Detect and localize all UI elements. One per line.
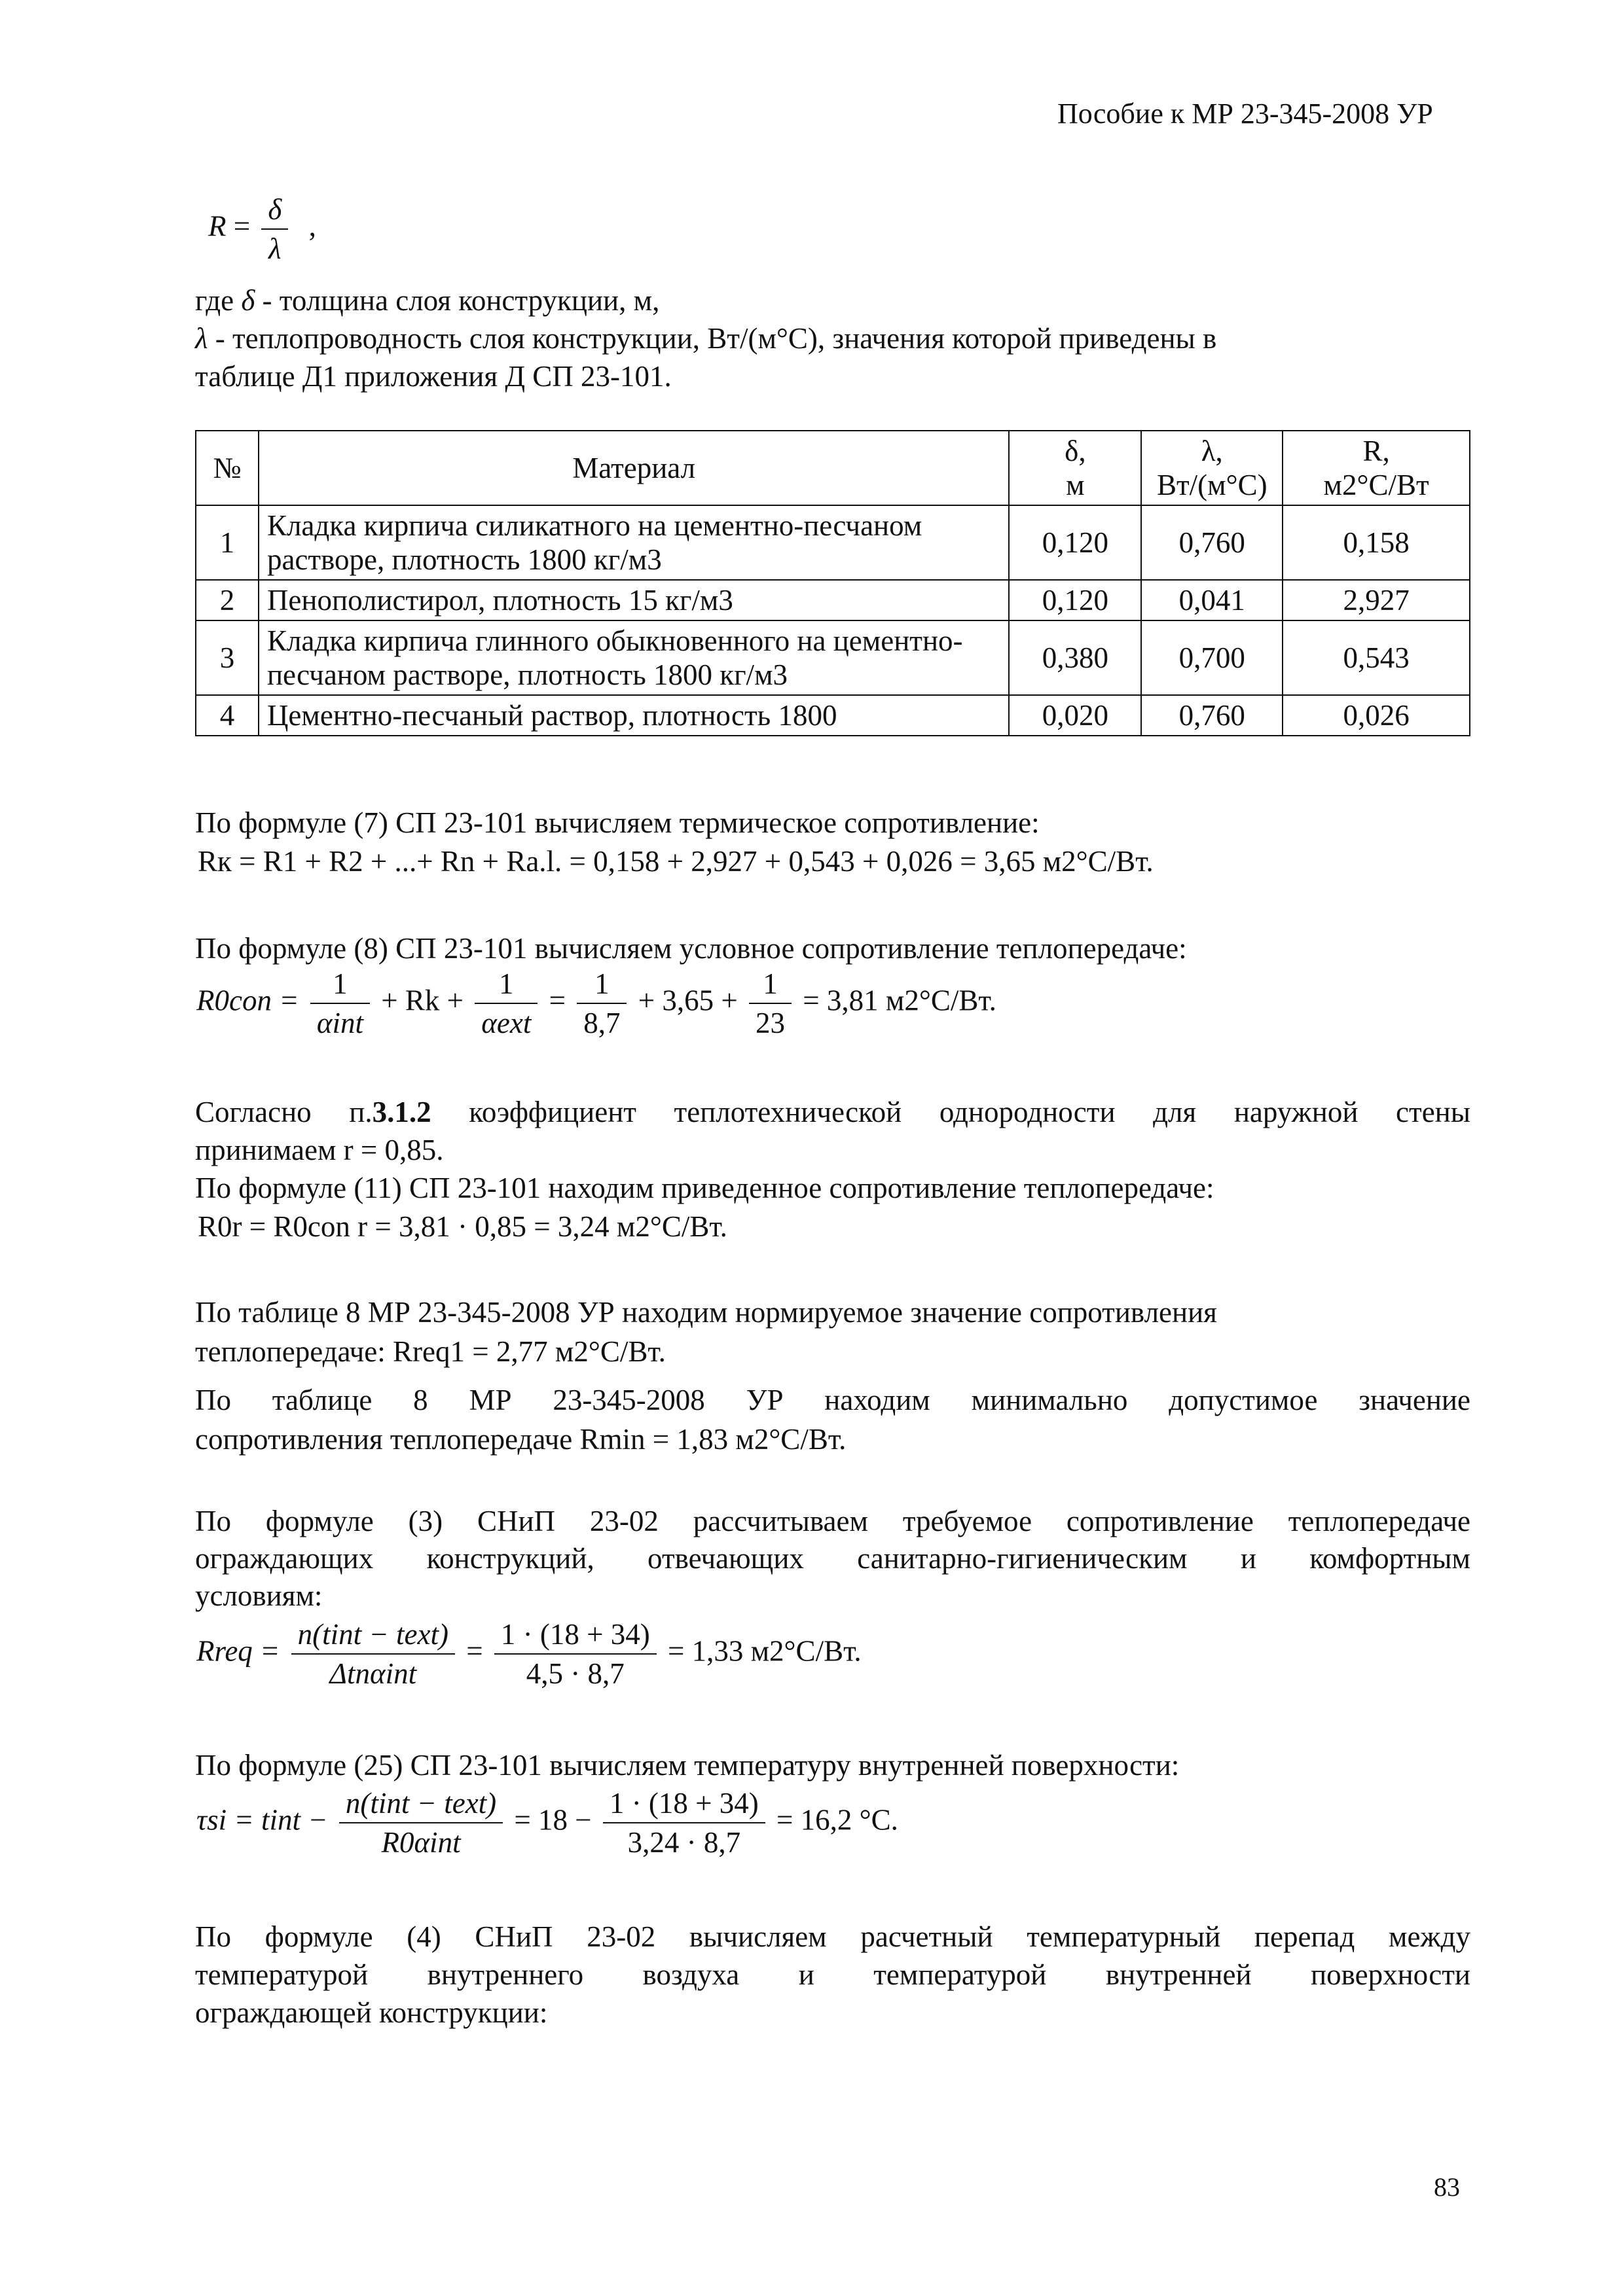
- cell-r: 0,026: [1283, 695, 1470, 736]
- p5-line-2: ограждающих конструкций, отвечающих санитарно-гигиеническим и комфортным: [195, 1542, 1470, 1575]
- p5-frac2: $\frac{1 \cdot (18 + 34)}{4,5 \cdot 8,7}$: [494, 1618, 657, 1690]
- table-header-row: [196, 431, 1470, 505]
- p6-frac1: $\frac{\text{n(tint − text)}}{\text{R0αint}}$: [339, 1787, 503, 1859]
- p2-formula: [196, 967, 996, 1039]
- formula-r-denominator: λ: [268, 232, 282, 265]
- p5-line-1: По формуле (3) СНиП 23-02 рассчитываем требуемое сопротивление теплопередаче: [195, 1505, 1470, 1537]
- p6-text: По формуле (25) СП 23-101 вычисляем температуру внутренней поверхности:: [195, 1749, 1180, 1782]
- p5-eq: =: [466, 1634, 483, 1668]
- p6-formula: [196, 1787, 898, 1859]
- p2-lhs: R0con =: [196, 984, 299, 1017]
- lambda-symbol: λ: [195, 322, 208, 355]
- materials-table: [195, 430, 1470, 736]
- p7-line-1: По формуле (4) СНиП 23-02 вычисляем расчетный температурный перепад между: [195, 1920, 1470, 1953]
- cell-lambda: 0,760: [1141, 505, 1283, 580]
- cell-material: Кладка кирпича глинного обыкновенного на цементно-песчаном растворе, плотность 1800 кг/м3: [259, 620, 1010, 695]
- formula-r-lhs: R: [208, 209, 227, 243]
- page-number: 83: [1434, 2172, 1460, 2202]
- p4-line-4: сопротивления теплопередаче Rmin = 1,83 м2°С/Вт.: [195, 1423, 847, 1456]
- cell-r: 0,543: [1283, 620, 1470, 695]
- p2-result: = 3,81 м2°С/Вт.: [803, 984, 996, 1017]
- p5-lhs: Rreq =: [196, 1634, 280, 1668]
- p4-line-3: По таблице 8 МР 23-345-2008 УР находим минимально допустимое значение: [195, 1384, 1470, 1416]
- header-lambda: λ, Вт/(м°С): [1141, 431, 1283, 505]
- cell-delta: 0,120: [1009, 505, 1141, 580]
- cell-lambda: 0,041: [1141, 580, 1283, 620]
- table-row: [196, 505, 1470, 580]
- definition-prefix: где: [195, 284, 234, 317]
- p6-frac2: $\frac{1 \cdot (18 + 34)}{3,24 \cdot 8,7}$: [603, 1787, 765, 1859]
- header-no: №: [196, 431, 259, 505]
- header-r: R, м2°С/Вт: [1283, 431, 1470, 505]
- cell-delta: 0,020: [1009, 695, 1141, 736]
- p5-formula: [196, 1618, 862, 1690]
- definition-line-2: [195, 319, 1470, 357]
- p4-line-2: теплопередаче: Rreq1 = 2,77 м2°С/Вт.: [195, 1335, 666, 1368]
- cell-material: Кладка кирпича силикатного на цементно-песчаном растворе, плотность 1800 кг/м3: [259, 505, 1010, 580]
- cell-delta: 0,120: [1009, 580, 1141, 620]
- p2-mid: + 3,65 +: [638, 984, 738, 1017]
- formula-r-definition: [208, 193, 316, 265]
- definition-lambda-text: - теплопроводность слоя конструкции, Вт/(м°С), значения которой приведены в: [215, 322, 1217, 355]
- header-delta: δ, м: [1009, 431, 1141, 505]
- definition-line-1: [195, 281, 1470, 319]
- p2-frac4: $\frac{1}{23}$: [749, 967, 792, 1039]
- p6-lhs: τsi = tint −: [196, 1803, 328, 1837]
- p6-result: = 16,2 °С.: [776, 1803, 898, 1837]
- p3-formula: R0r = R0con r = 3,81 · 0,85 = 3,24 м2°С/Вт.: [198, 1210, 727, 1243]
- p3-line-3: По формуле (11) СП 23-101 находим приведенное сопротивление теплопередаче:: [195, 1172, 1214, 1204]
- p3-line-1: Согласно п.3.1.2 коэффициент теплотехнической однородности для наружной стены: [195, 1096, 1470, 1128]
- p5-line-3: условиям:: [195, 1579, 323, 1612]
- cell-no: 4: [196, 695, 259, 736]
- formula-r-tail: ,: [308, 209, 316, 243]
- p4-line-1: По таблице 8 МР 23-345-2008 УР находим нормируемое значение сопротивления: [195, 1296, 1217, 1329]
- p2-eq: =: [549, 984, 566, 1017]
- table-row: [196, 580, 1470, 620]
- p7-line-3: ограждающей конструкции:: [195, 1996, 548, 2029]
- cell-r: 2,927: [1283, 580, 1470, 620]
- table-row: [196, 620, 1470, 695]
- formula-r-eq: =: [233, 209, 251, 243]
- p2-rk: + Rk +: [381, 984, 464, 1017]
- p5-result: = 1,33 м2°С/Вт.: [667, 1634, 862, 1668]
- p2-frac3: $\frac{1}{8,7}$: [577, 967, 627, 1039]
- cell-delta: 0,380: [1009, 620, 1141, 695]
- cell-lambda: 0,700: [1141, 620, 1283, 695]
- p7-line-2: температурой внутреннего воздуха и температурой внутренней поверхности: [195, 1958, 1470, 1991]
- cell-r: 0,158: [1283, 505, 1470, 580]
- p2-frac2: $\frac{1}{\text{αext}}$: [475, 967, 538, 1039]
- p5-frac1: $\frac{\text{n(tint − text)}}{\text{Δtnαint}}$: [291, 1618, 455, 1690]
- p1-text: По формуле (7) СП 23-101 вычисляем термическое сопротивление:: [195, 806, 1040, 839]
- definition-line-3: таблице Д1 приложения Д СП 23-101.: [195, 360, 672, 393]
- cell-material: Пенополистирол, плотность 15 кг/м3: [259, 580, 1010, 620]
- formula-r-fraction: [261, 193, 288, 265]
- header-material: Материал: [259, 431, 1010, 505]
- p2-frac1: $\frac{1}{\text{αint}}$: [310, 967, 370, 1039]
- cell-no: 2: [196, 580, 259, 620]
- cell-lambda: 0,760: [1141, 695, 1283, 736]
- page-header-title: Пособие к МР 23-345-2008 УР: [1057, 98, 1433, 130]
- p6-mid: = 18 −: [514, 1803, 592, 1837]
- delta-symbol: δ: [241, 284, 255, 317]
- formula-r-numerator: δ: [261, 193, 288, 230]
- cell-no: 1: [196, 505, 259, 580]
- cell-no: 3: [196, 620, 259, 695]
- p1-formula: Rк = R1 + R2 + ...+ Rn + Ra.l. = 0,158 + 2,927 + 0,543 + 0,026 = 3,65 м2°С/Вт.: [198, 845, 1154, 878]
- p2-text: По формуле (8) СП 23-101 вычисляем условное сопротивление теплопередаче:: [195, 932, 1187, 965]
- definition-delta-text: - толщина слоя конструкции, м,: [262, 284, 660, 317]
- cell-material: Цементно-песчаный раствор, плотность 1800: [259, 695, 1010, 736]
- p3-line-2: принимаем r = 0,85.: [195, 1134, 444, 1166]
- table-row: [196, 695, 1470, 736]
